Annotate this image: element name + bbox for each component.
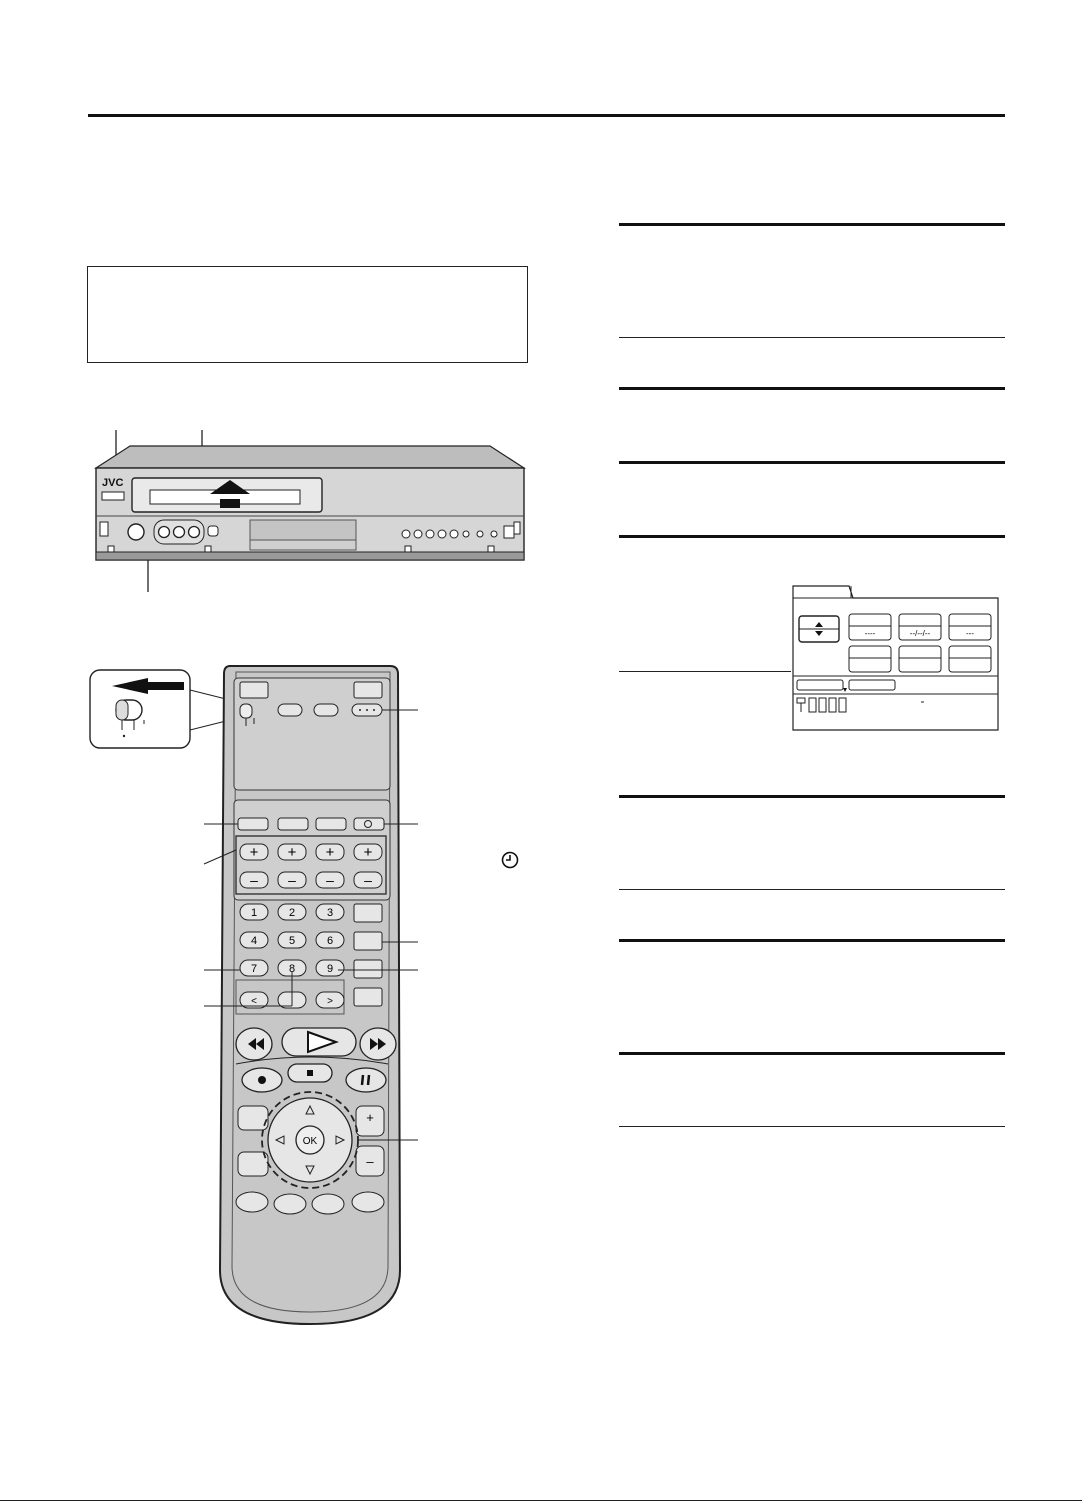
svg-text:–: –: [326, 872, 334, 888]
left-side-button-top[interactable]: [238, 1106, 268, 1130]
power-button[interactable]: [240, 682, 268, 698]
page-top-rule: [88, 114, 1005, 117]
vcr-button-5[interactable]: [450, 530, 458, 538]
bottom-button-2[interactable]: [274, 1194, 306, 1214]
svg-text:+: +: [325, 844, 335, 861]
step-rule-1: [619, 223, 1005, 226]
svg-text:–: –: [366, 1154, 374, 1169]
program-button-2[interactable]: [278, 818, 308, 830]
bottom-button-1[interactable]: [236, 1192, 268, 1212]
tv-power-button[interactable]: [354, 682, 382, 698]
key-3-label: 3: [326, 907, 334, 919]
vcr-button-8[interactable]: [491, 531, 497, 537]
top-button-b[interactable]: [314, 704, 338, 716]
svg-text:---: ---: [966, 629, 974, 638]
svg-text:–: –: [364, 872, 372, 888]
step-subrule-7: [619, 1126, 1005, 1127]
svg-text:+: +: [249, 844, 259, 861]
key-1-label: 1: [250, 907, 258, 919]
svg-text:–: –: [250, 872, 258, 888]
vcr-button-7[interactable]: [477, 531, 483, 537]
svg-text:+: +: [366, 1110, 374, 1125]
step-rule-7: [619, 1052, 1005, 1055]
audio-left-jack: [174, 527, 185, 538]
bottom-button-4[interactable]: [352, 1192, 384, 1212]
menu-button-2[interactable]: [849, 680, 895, 690]
program-button-3[interactable]: [316, 818, 346, 830]
svg-text:–: –: [288, 872, 296, 888]
step-rule-4: [619, 535, 1005, 538]
vcr-button-1[interactable]: [402, 530, 410, 538]
svg-text:<: <: [251, 996, 257, 1007]
key-6-label: 6: [326, 935, 334, 947]
menu-field-5[interactable]: [899, 646, 941, 672]
audio-right-jack: [189, 527, 200, 538]
step-rule-3: [619, 461, 1005, 464]
top-button-a[interactable]: [278, 704, 302, 716]
remote-slide-switch[interactable]: [240, 704, 252, 718]
record-icon: [258, 1076, 266, 1084]
side-key-1[interactable]: [354, 904, 382, 922]
svg-text:+: +: [287, 844, 297, 861]
bottom-button-3[interactable]: [312, 1194, 344, 1214]
menu-leader-line: [619, 671, 791, 672]
stop-icon: [307, 1070, 313, 1076]
left-side-button-bottom[interactable]: [238, 1152, 268, 1176]
vcr-brand-logo: JVC: [102, 477, 124, 489]
vcr-button-6[interactable]: [463, 531, 469, 537]
key-9-label: 9: [326, 963, 334, 975]
vcr-illustration: [90, 420, 530, 600]
program-button-1[interactable]: [238, 818, 268, 830]
clock-icon: [500, 850, 520, 870]
vcr-button-3[interactable]: [426, 530, 434, 538]
step-subrule-1: [619, 337, 1005, 338]
menu-button-1[interactable]: [797, 680, 843, 690]
menu-field-6[interactable]: [949, 646, 991, 672]
ok-label: OK: [302, 1136, 318, 1147]
svg-text:----: ----: [864, 629, 876, 638]
vcr-button-4[interactable]: [438, 530, 446, 538]
step-rule-5: [619, 795, 1005, 798]
key-4-label: 4: [250, 935, 258, 947]
key-5-label: 5: [288, 935, 296, 947]
key-2-label: 2: [288, 907, 296, 919]
svg-text:--/--/--: --/--/--: [909, 629, 931, 638]
video-jack: [159, 527, 170, 538]
note-box: [87, 266, 528, 363]
remote-illustration: [88, 660, 428, 1335]
vcr-display: [250, 520, 356, 540]
svg-text:>: >: [327, 996, 333, 1007]
step-subrule-5: [619, 889, 1005, 890]
svg-text:+: +: [363, 844, 373, 861]
page-bottom-rule: [0, 1500, 1082, 1501]
menu-field-4[interactable]: [849, 646, 891, 672]
pause-button[interactable]: [346, 1068, 386, 1092]
switch-inset: [90, 670, 238, 748]
vcr-button-2[interactable]: [414, 530, 422, 538]
onscreen-menu: [791, 584, 1000, 732]
step-rule-2: [619, 387, 1005, 390]
step-rule-6: [619, 939, 1005, 942]
key-7-label: 7: [250, 963, 258, 975]
key-8-label: 8: [288, 963, 296, 975]
side-key-3[interactable]: [354, 960, 382, 978]
side-key-4[interactable]: [354, 988, 382, 1006]
s-video-jack: [128, 524, 144, 540]
side-key-2[interactable]: [354, 932, 382, 950]
timer-button[interactable]: [354, 818, 384, 830]
